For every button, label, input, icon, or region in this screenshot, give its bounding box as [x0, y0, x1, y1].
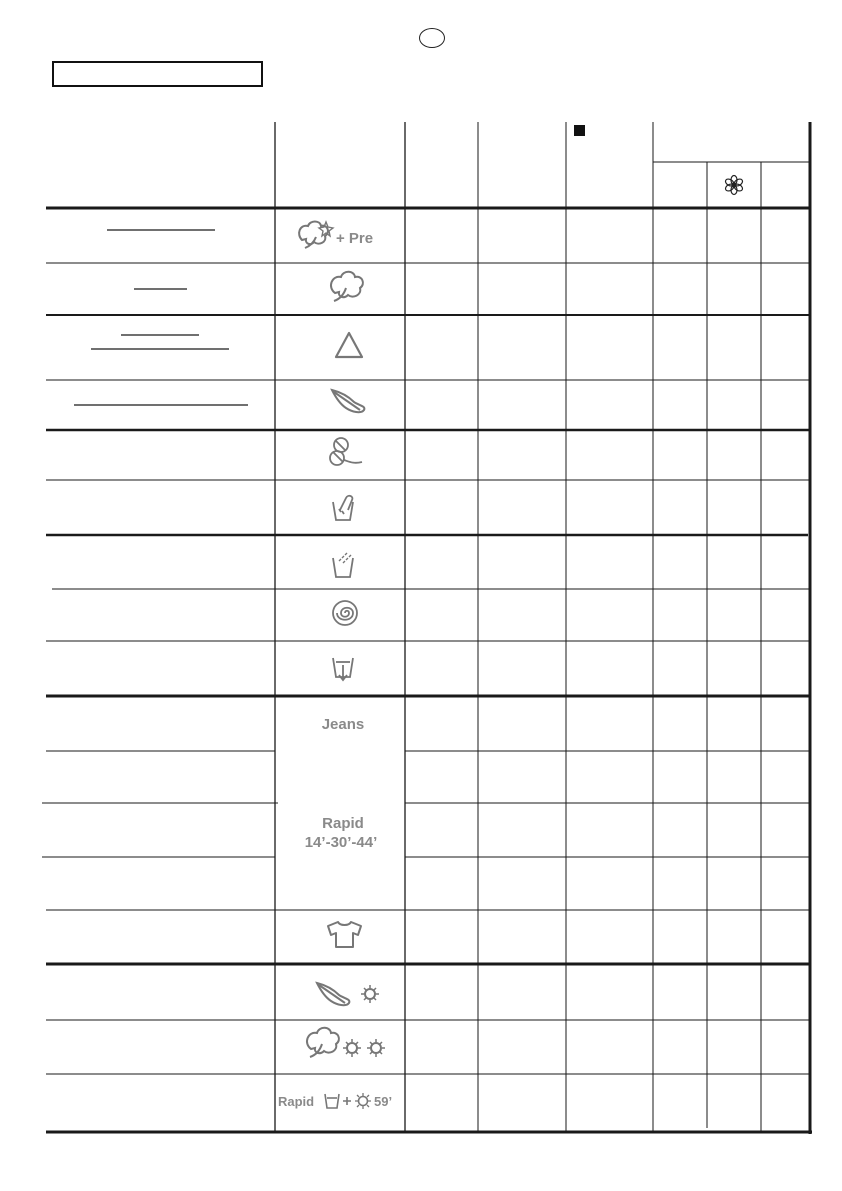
stop-square-icon — [574, 125, 585, 136]
wool-yarn-icon — [330, 438, 362, 465]
cotton-icon — [331, 272, 363, 301]
shirt-icon — [328, 922, 361, 947]
cotton-prewash-icon — [299, 222, 333, 249]
rapid59-icons — [325, 1093, 371, 1109]
hand-wash-icon — [333, 496, 353, 520]
rapid59-time: 59’ — [374, 1094, 393, 1109]
rapid59-label: Rapid — [278, 1094, 315, 1109]
jeans-label: Jeans — [321, 716, 365, 733]
delicate-feather-icon — [332, 390, 364, 412]
drain-icon — [333, 658, 353, 680]
synthetic-triangle-icon — [336, 333, 362, 357]
rinse-shower-icon — [333, 553, 353, 577]
rapid-label: Rapid — [322, 815, 364, 832]
rapid-times-label: 14’-30’-44’ — [304, 834, 378, 851]
spin-spiral-icon — [333, 601, 357, 625]
cotton-dry-icon — [307, 1028, 385, 1057]
flower-icon — [724, 176, 743, 195]
delicate-dry-icon — [317, 983, 379, 1005]
prewash-label: + Pre — [336, 230, 374, 247]
